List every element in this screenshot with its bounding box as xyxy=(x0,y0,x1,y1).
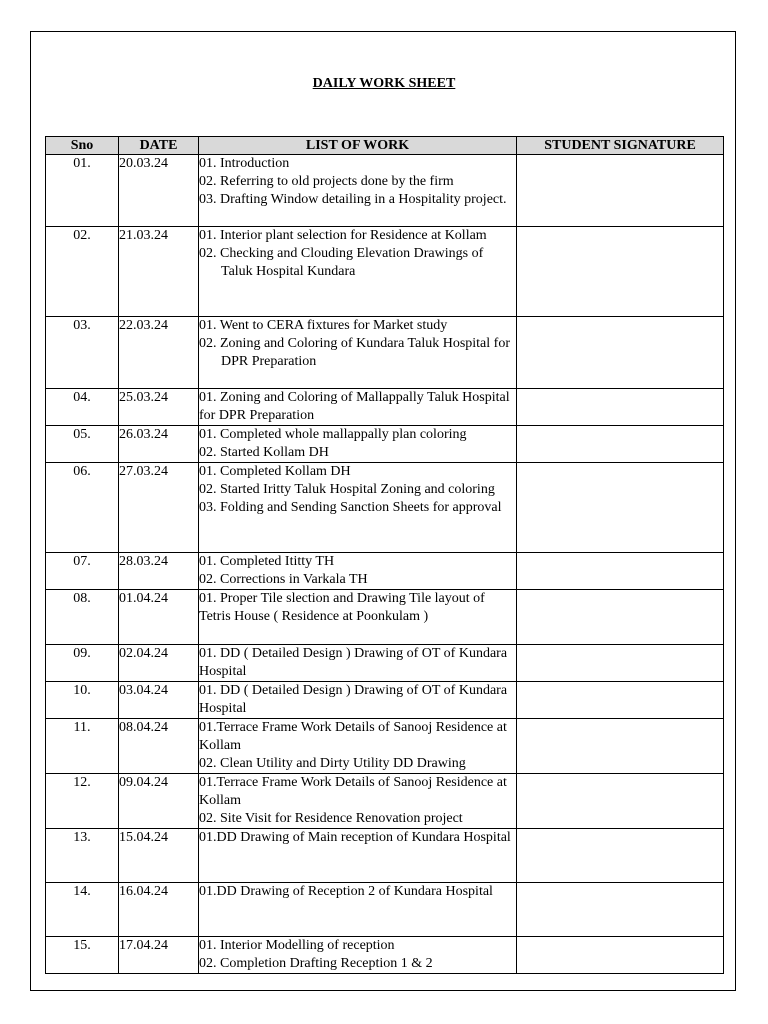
row-date: 21.03.24 xyxy=(119,227,199,317)
row-date: 03.04.24 xyxy=(119,682,199,719)
table-row xyxy=(46,227,724,317)
work-item: 01.Terrace Frame Work Details of Sanooj Residence at Kollam xyxy=(199,720,507,753)
row-sno: 02. xyxy=(46,227,119,317)
row-sno: 06. xyxy=(46,463,119,553)
row-work-list xyxy=(199,682,517,719)
row-date: 17.04.24 xyxy=(119,937,199,974)
signature-cell[interactable] xyxy=(517,227,724,317)
work-item: 02. Completion Drafting Reception 1 & 2 xyxy=(199,956,433,971)
work-item: 02. Corrections in Varkala TH xyxy=(199,572,368,587)
row-date: 08.04.24 xyxy=(119,719,199,774)
row-date: 27.03.24 xyxy=(119,463,199,553)
row-sno: 01. xyxy=(46,155,119,227)
row-sno: 13. xyxy=(46,829,119,883)
work-item: 01. Completed Ititty TH xyxy=(199,554,335,569)
row-work-list xyxy=(199,227,517,317)
table-row xyxy=(46,389,724,426)
header-date: DATE xyxy=(119,137,199,155)
row-sno: 05. xyxy=(46,426,119,463)
row-sno: 14. xyxy=(46,883,119,937)
row-sno: 09. xyxy=(46,645,119,682)
table-row xyxy=(46,463,724,553)
work-item: 01. DD ( Detailed Design ) Drawing of OT of Kundara Hospital xyxy=(199,683,508,716)
signature-cell[interactable] xyxy=(517,463,724,553)
header-student-signature: STUDENT SIGNATURE xyxy=(517,137,724,155)
row-sno: 03. xyxy=(46,317,119,389)
table-header-row xyxy=(46,137,724,155)
row-sno: 11. xyxy=(46,719,119,774)
work-item: 01. Proper Tile slection and Drawing Tile layout of Tetris House ( Residence at Poonkulam ) xyxy=(199,591,485,624)
row-date: 22.03.24 xyxy=(119,317,199,389)
row-date: 26.03.24 xyxy=(119,426,199,463)
row-work-list xyxy=(199,389,517,426)
work-item: 01. Interior Modelling of reception xyxy=(199,938,395,953)
row-sno: 15. xyxy=(46,937,119,974)
signature-cell[interactable] xyxy=(517,829,724,883)
table-row xyxy=(46,553,724,590)
table-row xyxy=(46,883,724,937)
header-sno: Sno xyxy=(46,137,119,155)
row-work-list xyxy=(199,553,517,590)
work-item: 01. Interior plant selection for Residence at Kollam xyxy=(199,228,487,243)
row-sno: 07. xyxy=(46,553,119,590)
work-item: 03. Drafting Window detailing in a Hospitality project. xyxy=(199,192,507,207)
row-date: 09.04.24 xyxy=(119,774,199,829)
work-item: 02. Started Iritty Taluk Hospital Zoning and coloring xyxy=(199,482,495,497)
signature-cell[interactable] xyxy=(517,883,724,937)
work-item: 02. Site Visit for Residence Renovation project xyxy=(199,811,463,826)
row-date: 25.03.24 xyxy=(119,389,199,426)
row-date: 16.04.24 xyxy=(119,883,199,937)
signature-cell[interactable] xyxy=(517,682,724,719)
work-item: 01.Terrace Frame Work Details of Sanooj Residence at Kollam xyxy=(199,775,507,808)
row-work-list xyxy=(199,829,517,883)
work-item: 03. Folding and Sending Sanction Sheets for approval xyxy=(199,500,502,515)
row-work-list xyxy=(199,317,517,389)
row-date: 01.04.24 xyxy=(119,590,199,645)
row-sno: 08. xyxy=(46,590,119,645)
row-sno: 04. xyxy=(46,389,119,426)
row-sno: 12. xyxy=(46,774,119,829)
signature-cell[interactable] xyxy=(517,774,724,829)
work-item: 01. Completed whole mallappally plan coloring xyxy=(199,427,467,442)
work-item: 01. Completed Kollam DH xyxy=(199,464,351,479)
row-work-list xyxy=(199,774,517,829)
row-date: 20.03.24 xyxy=(119,155,199,227)
work-item: 01. Went to CERA fixtures for Market study xyxy=(199,318,448,333)
signature-cell[interactable] xyxy=(517,317,724,389)
row-work-list xyxy=(199,155,517,227)
work-item: 02. Clean Utility and Dirty Utility DD Drawing xyxy=(199,756,466,771)
table-row xyxy=(46,829,724,883)
work-item: 01.DD Drawing of Reception 2 of Kundara Hospital xyxy=(199,884,493,899)
table-row xyxy=(46,590,724,645)
row-work-list xyxy=(199,426,517,463)
table-row xyxy=(46,317,724,389)
row-work-list xyxy=(199,719,517,774)
row-work-list xyxy=(199,937,517,974)
table-row xyxy=(46,682,724,719)
table-row xyxy=(46,774,724,829)
work-item: 02. Referring to old projects done by the firm xyxy=(199,174,454,189)
work-item: 01. Introduction xyxy=(199,156,290,171)
header-list-of-work: LIST OF WORK xyxy=(199,137,517,155)
table-row xyxy=(46,645,724,682)
signature-cell[interactable] xyxy=(517,553,724,590)
signature-cell[interactable] xyxy=(517,645,724,682)
work-item: 02. Zoning and Coloring of Kundara Taluk Hospital for DPR Preparation xyxy=(199,336,510,369)
table-row xyxy=(46,937,724,974)
work-item: 02. Started Kollam DH xyxy=(199,445,329,460)
row-work-list xyxy=(199,645,517,682)
table-row xyxy=(46,426,724,463)
signature-cell[interactable] xyxy=(517,590,724,645)
signature-cell[interactable] xyxy=(517,937,724,974)
row-work-list xyxy=(199,883,517,937)
row-work-list xyxy=(199,463,517,553)
work-item: 01. DD ( Detailed Design ) Drawing of OT of Kundara Hospital xyxy=(199,646,508,679)
row-work-list xyxy=(199,590,517,645)
signature-cell[interactable] xyxy=(517,389,724,426)
row-date: 02.04.24 xyxy=(119,645,199,682)
row-date: 15.04.24 xyxy=(119,829,199,883)
work-item: 01. Zoning and Coloring of Mallappally Taluk Hospital for DPR Preparation xyxy=(199,390,510,423)
work-item: 02. Checking and Clouding Elevation Drawings of Taluk Hospital Kundara xyxy=(199,246,484,279)
row-sno: 10. xyxy=(46,682,119,719)
row-date: 28.03.24 xyxy=(119,553,199,590)
signature-cell[interactable] xyxy=(517,719,724,774)
table-row xyxy=(46,155,724,227)
work-sheet-table xyxy=(45,136,724,974)
page-title: DAILY WORK SHEET xyxy=(312,76,456,91)
signature-cell[interactable] xyxy=(517,155,724,227)
work-item: 01.DD Drawing of Main reception of Kundara Hospital xyxy=(199,830,511,845)
signature-cell[interactable] xyxy=(517,426,724,463)
table-row xyxy=(46,719,724,774)
